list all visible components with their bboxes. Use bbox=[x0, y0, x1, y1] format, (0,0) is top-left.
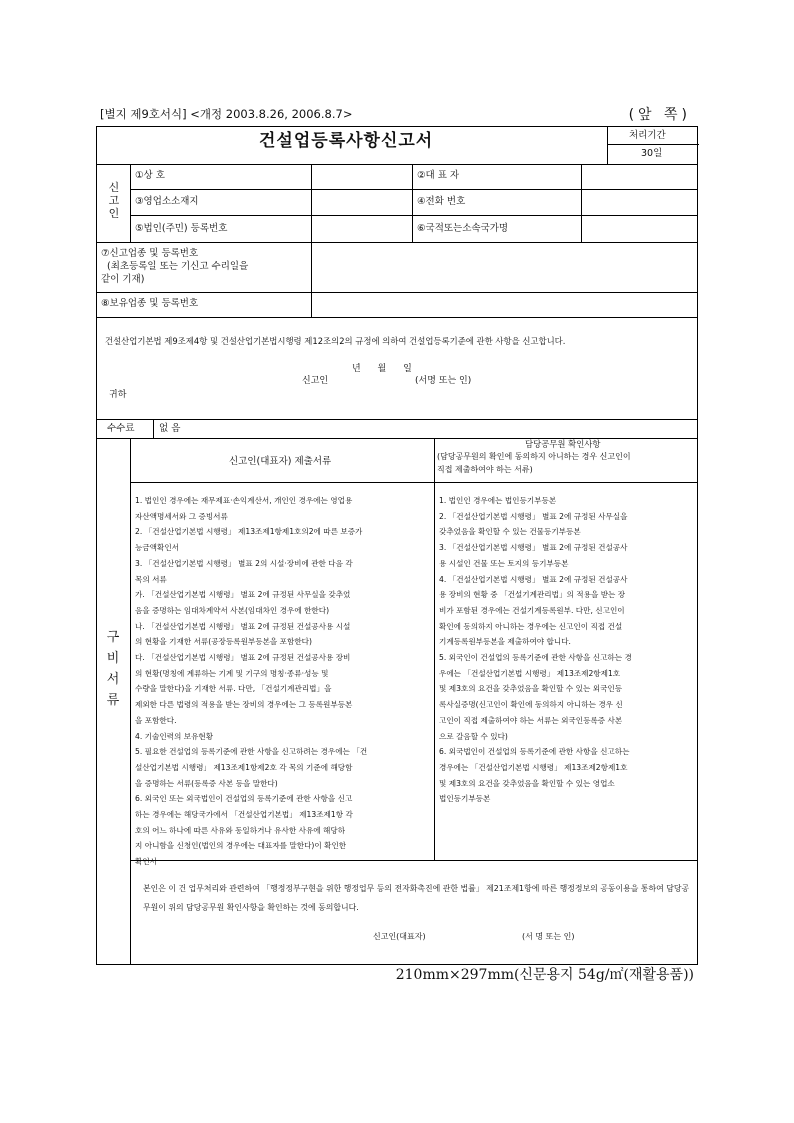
applicant-document-item: 음을 증명하는 임대차계약서 사본(임대차인 경우에 한한다) bbox=[135, 605, 330, 615]
applicant-document-item: 나. 「건설산업기본법 시행령」 별표 2에 규정된 건설공사용 시설 bbox=[135, 621, 351, 631]
applicant-document-item: 하는 경우에는 해당국가에서 「건설산업기본법」 제13조제1항 각 bbox=[135, 810, 353, 820]
representative-label: ②대 표 자 bbox=[417, 170, 460, 181]
divider bbox=[607, 127, 608, 165]
applicant-document-item: 6. 외국인 또는 외국법인이 건설업의 등록기준에 관한 사항을 신고 bbox=[135, 794, 353, 804]
fee-label: 수수료 bbox=[107, 423, 135, 434]
divider bbox=[97, 419, 697, 420]
divider bbox=[434, 438, 435, 860]
applicant-document-item: 의 현황을 기재한 서류(공장등록원부등본을 포함한다) bbox=[135, 637, 312, 647]
applicant-document-item: 가. 「건설산업기본법 시행령」 별표 2에 규정된 사무실을 갖추었 bbox=[135, 590, 351, 600]
divider bbox=[130, 215, 697, 216]
consent-signer: 신고인(대표자) bbox=[373, 932, 426, 941]
official-check-list bbox=[439, 493, 632, 807]
consent-sign-note: (서 명 또는 인) bbox=[522, 932, 575, 941]
official-check-item: 1. 법인인 경우에는 법인등기부등본 bbox=[439, 496, 557, 505]
divider bbox=[130, 860, 697, 861]
official-check-item: 록사실증명(신고인이 확인에 동의하지 아니하는 경우 신 bbox=[439, 700, 623, 710]
applicant-document-item: 의 현황(명칭에 계류하는 기계 및 기구의 명칭·종류·성능 및 bbox=[135, 668, 329, 678]
applicant-document-item: 5. 필요한 건설업의 등록기준에 관한 사항을 신고하려는 경우에는 「건 bbox=[135, 747, 368, 757]
documents-section-label: 구비서류 bbox=[106, 630, 120, 708]
reported-business-note: (최초등록일 또는 기신고 수리일을 bbox=[107, 261, 249, 272]
applicant-document-item: 능금액확인서 bbox=[135, 543, 180, 553]
applicant-document-item: 다. 「건설산업기본법 시행령」 별표 2에 규정된 건설공사용 장비 bbox=[135, 653, 351, 663]
divider bbox=[412, 164, 413, 243]
nationality-label: ⑥국적또는소속국가명 bbox=[417, 223, 509, 234]
declaration-sign-note: (서명 또는 인) bbox=[415, 376, 472, 386]
declaration-date: 년 월 일 bbox=[352, 364, 412, 374]
applicant-document-item: 4. 기술인력의 보유현황 bbox=[135, 731, 214, 741]
reported-business-note-2: 같이 기재) bbox=[101, 274, 145, 285]
processing-period-value: 30일 bbox=[641, 148, 663, 159]
applicant-document-item: 3. 「건설산업기본법 시행령」 별표 2의 시설·장비에 관한 다음 각 bbox=[135, 558, 353, 568]
official-check-item: 6. 외국법인이 건설업의 등록기준에 관한 사항을 신고하는 bbox=[439, 747, 630, 757]
applicant-document-item: 설산업기본법 시행령」 제13조제1항제2호 각 목의 기준에 해당함 bbox=[135, 762, 353, 772]
office-address-label: ③영업소소재지 bbox=[135, 196, 199, 207]
company-name-label: ①상 호 bbox=[135, 170, 165, 181]
declaration-recipient: 귀하 bbox=[109, 390, 127, 400]
divider bbox=[130, 164, 131, 243]
divider bbox=[607, 144, 699, 145]
official-check-item: 갖추었음을 확인할 수 있는 건물등기부등본 bbox=[439, 527, 581, 537]
processing-period-label: 처리기간 bbox=[629, 130, 666, 141]
applicant-document-item: 2. 「건설산업기본법 시행령」 제13조제1항제1호의2에 따른 보증가 bbox=[135, 527, 363, 537]
official-check-item: 기계등록원부등본을 제출하여야 합니다. bbox=[439, 637, 571, 647]
applicant-document-item: 을 증명하는 서류(등록증 사본 등을 말한다) bbox=[135, 778, 278, 788]
official-check-item: 4. 「건설산업기본법 시행령」 별표 2에 규정된 건설공사 bbox=[439, 574, 628, 584]
applicant-document-item: 자산액명세서와 그 증빙서류 bbox=[135, 511, 228, 521]
phone-label: ④전화 번호 bbox=[417, 196, 466, 207]
official-check-item: 고인이 직접 제출하여야 하는 서류는 외국인등록증 사본 bbox=[439, 715, 623, 725]
page-side-label: (앞 쪽) bbox=[628, 107, 691, 123]
declaration-text: 건설산업기본법 제9조제4항 및 건설산업기본법시행령 제12조의2의 규정에 의하여 건설업등록기준에 관한 사항을 신고합니다. bbox=[105, 336, 566, 346]
official-check-item: 3. 「건설산업기본법 시행령」 별표 2에 규정된 건설공사 bbox=[439, 543, 628, 553]
applicant-document-item: 수량을 말한다)을 기재한 서류. 다만, 「건설기계관리법」을 bbox=[135, 684, 332, 694]
divider bbox=[97, 317, 697, 318]
applicant-document-item: 확인서 bbox=[135, 857, 158, 867]
divider bbox=[130, 482, 697, 483]
official-check-item: 용 시설인 건물 또는 토지의 등기부등본 bbox=[439, 558, 569, 568]
divider bbox=[311, 164, 312, 243]
applicant-document-item: 지 아니함을 신청인(법인의 경우에는 대표자를 말한다)이 확인한 bbox=[135, 841, 347, 851]
divider bbox=[581, 164, 582, 243]
official-check-item: 비가 포함된 경우에는 건설기계등록원부. 다만, 신고인이 bbox=[439, 605, 625, 615]
divider bbox=[97, 292, 697, 293]
official-check-item: 및 제3호의 요건을 갖추었음을 확인할 수 있는 영업소 bbox=[439, 778, 615, 788]
fee-value: 없 음 bbox=[159, 423, 181, 434]
official-check-item: 으로 갈음할 수 있다) bbox=[439, 731, 508, 741]
applicant-document-item: 호의 어느 하나에 따른 사유와 동일하거나 유사한 사유에 해당하 bbox=[135, 825, 346, 835]
divider bbox=[130, 438, 131, 965]
paper-spec: 210mm×297mm(신문용지 54g/㎡(재활용품)) bbox=[395, 967, 694, 983]
divider bbox=[97, 438, 697, 439]
form-title: 건설업등록사항신고서 bbox=[259, 131, 434, 151]
divider bbox=[97, 242, 697, 243]
official-check-note-2: 직접 제출하여야 하는 서류) bbox=[437, 465, 533, 474]
form-reference: [별지 제9호서식] <개정 2003.8.26, 2006.8.7> bbox=[100, 107, 353, 121]
official-check-header: 담당공무원 확인사항 bbox=[525, 439, 601, 449]
official-check-note: (담당공무원의 확인에 동의하지 아니하는 경우 신고인이 bbox=[437, 452, 631, 461]
applicant-documents-list bbox=[135, 493, 367, 870]
divider bbox=[130, 189, 697, 190]
form-frame bbox=[96, 126, 698, 965]
reported-business-label: ⑦신고업종 및 등록번호 bbox=[101, 248, 199, 259]
applicant-document-item: 1. 법인인 경우에는 재무제표·손익계산서, 개인인 경우에는 영업용 bbox=[135, 496, 353, 505]
applicant-documents-header: 신고인(대표자) 제출서류 bbox=[229, 456, 332, 467]
held-business-label: ⑧보유업종 및 등록번호 bbox=[101, 298, 199, 309]
official-check-item: 경우에는 「건설산업기본법 시행령」 제13조제2항제1호 bbox=[439, 762, 628, 772]
official-check-item: 법인등기부등본 bbox=[439, 794, 491, 804]
applicant-document-item: 을 포함한다. bbox=[135, 715, 177, 725]
official-check-item: 우에는 「건설산업기본법 시행령」 제13조제2항제1호 bbox=[439, 668, 621, 678]
divider bbox=[311, 242, 312, 317]
official-check-item: 및 제3호의 요건을 갖추었음을 확인할 수 있는 외국인등 bbox=[439, 684, 623, 694]
divider bbox=[97, 164, 697, 165]
divider bbox=[153, 419, 154, 438]
consent-text: 본인은 이 건 업무처리와 관련하여 「행정정부구현을 위한 행정업무 등의 전자화촉진에 관한 법률」 제21조제1항에 따른 행정정보의 공동이용을 통하여 담당공무원이 위의 담당공무원 확인사항을 확인하는 것에 동의합니다. bbox=[143, 884, 690, 912]
official-check-item: 2. 「건설산업기본법 시행령」 별표 2에 규정된 사무실을 bbox=[439, 511, 628, 521]
official-check-item: 5. 외국인이 건설업의 등록기준에 관한 사항을 신고하는 경 bbox=[439, 653, 632, 663]
corporate-number-label: ⑤법인(주민) 등록번호 bbox=[135, 223, 228, 234]
applicant-section-label: 신고인 bbox=[108, 181, 120, 220]
official-check-item: 용 장비의 현황 중 「건설기계관리법」의 적용을 받는 장 bbox=[439, 590, 626, 600]
declaration-signer: 신고인 bbox=[302, 376, 329, 386]
official-check-item: 확인에 동의하지 아니하는 경우에는 신고인이 직접 건설 bbox=[439, 621, 623, 631]
applicant-document-item: 목의 서류 bbox=[135, 574, 167, 584]
applicant-document-item: 제외한 다른 법령의 적용을 받는 장비의 경우에는 그 등록원부등본 bbox=[135, 700, 353, 710]
